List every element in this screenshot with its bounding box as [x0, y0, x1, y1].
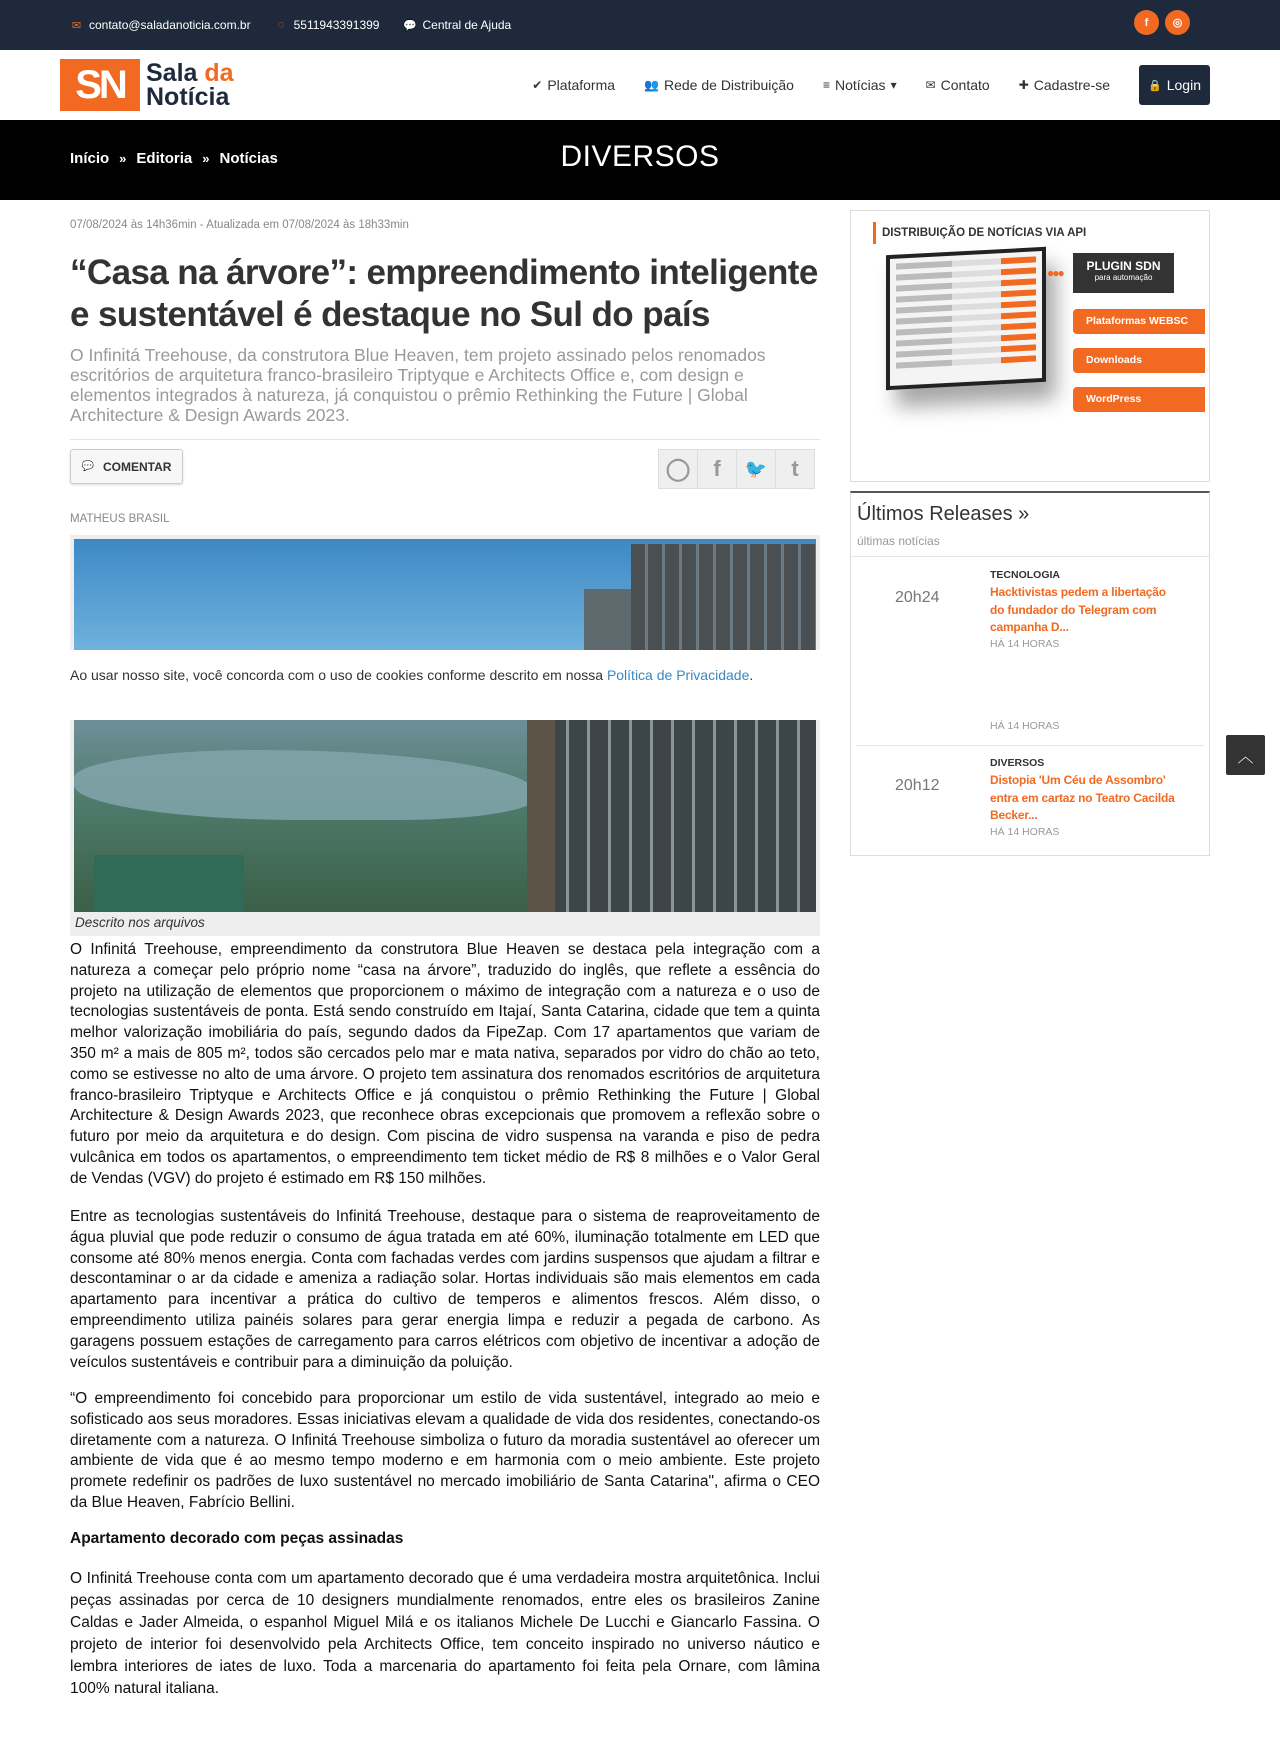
release-headline[interactable]: Hacktivistas pedem a libertação do fundador do Telegram com campanha D...	[990, 585, 1166, 634]
photo-bay	[74, 750, 534, 820]
photo-building	[631, 544, 816, 650]
release-category: DIVERSOS	[990, 757, 1045, 769]
ad-plugin-title: PLUGIN SDN	[1086, 259, 1161, 273]
article-photo-lower	[70, 720, 820, 936]
ad-pill-wordpress: WordPress	[1073, 387, 1205, 412]
logo-mark: SN	[60, 59, 140, 111]
contact-phone[interactable]	[275, 18, 380, 32]
privacy-policy-link[interactable]: Política de Privacidade	[606, 667, 750, 683]
contact-phone-text: 5511943391399	[293, 18, 380, 32]
whatsapp-icon[interactable]: ◯	[658, 449, 698, 489]
release-time: 20h24	[895, 589, 940, 606]
cookie-text: Ao usar nosso site, você concorda com o uso de cookies conforme descrito em nossa	[70, 667, 607, 683]
release-item[interactable]	[851, 754, 1209, 844]
article-photo-image	[74, 539, 816, 650]
ad-plugin-subtitle: para automação	[1094, 273, 1153, 282]
comment-label: COMENTAR	[103, 459, 172, 474]
logo-word-da: da	[204, 59, 234, 87]
nav-contato-label: Contato	[940, 77, 990, 93]
envelope-icon: ✉	[925, 78, 936, 92]
release-time: 20h12	[895, 777, 940, 794]
rss-icon: ≡	[822, 78, 830, 92]
nav-cadastre-label: Cadastre-se	[1033, 77, 1111, 93]
logo-text	[146, 61, 234, 109]
article-paragraph: O Infinitá Treehouse conta com um apartamento decorado que é uma verdadeira mostra arquitetônica. Inclui peças assinadas por cerca de 10 designers mundialmente renomados, entre eles os brasileiros Zanine Caldas e Jader Almeida, o espanhol Miguel Milá e os italianos Michele De Lucchi e Giancarlo Fassina. O projeto de interior foi desenvolvido pela Architects Office, tem conceito inspirado no universo náutico e lembra interiores de iates de luxo. Toda a marcenaria do apartamento foi feita pela Ornare, com lâmina 100% natural italiana.	[70, 1570, 820, 1697]
nav-contato[interactable]	[926, 77, 990, 93]
main-navbar	[0, 50, 1280, 120]
breadcrumb-separator-icon: »	[119, 151, 127, 166]
back-to-top-button[interactable]	[1226, 735, 1265, 775]
section-title: DIVERSOS	[560, 140, 720, 173]
breadcrumb	[70, 150, 278, 167]
divider	[851, 556, 1209, 557]
photo-tower	[527, 720, 816, 912]
divider	[856, 745, 1204, 746]
releases-title[interactable]: Últimos Releases »	[857, 503, 1030, 525]
site-logo[interactable]	[60, 59, 234, 111]
release-item[interactable]	[851, 720, 1209, 740]
ad-title: DISTRIBUIÇÃO DE NOTÍCIAS VIA API	[873, 222, 1086, 244]
whatsapp-icon: ◌	[277, 19, 285, 31]
contact-email-text: contato@saladanoticia.com.br	[89, 18, 251, 32]
article-lead: O Infinitá Treehouse, da construtora Blue Heaven, tem projeto assinado pelos renomados escritórios de arquitetura franco-brasileiro Triptyque e Architects Office e, com design e elementos integrados à natureza, já conquistou o prêmio Rethinking the Future | Global Architecture & Design Awards 2023.	[70, 345, 766, 425]
cookie-text-end: .	[749, 667, 754, 683]
envelope-icon: ✉	[71, 19, 82, 32]
top-contact-bar	[0, 0, 1280, 50]
contact-email[interactable]	[70, 18, 251, 32]
instagram-icon[interactable]: ◎	[1165, 10, 1190, 35]
lock-icon: 🔒	[1148, 79, 1162, 92]
ad-screen-mockup	[886, 247, 1046, 390]
photo-sports-court	[94, 855, 244, 912]
release-age: HÁ 14 HORAS	[990, 826, 1060, 838]
breadcrumb-noticias[interactable]: Notícias	[219, 150, 278, 167]
twitter-icon[interactable]: 🐦	[736, 449, 776, 489]
article-author: MATHEUS BRASIL	[70, 513, 170, 525]
nav-noticias-dropdown[interactable]	[823, 77, 897, 93]
releases-subtitle: últimas notícias	[857, 534, 940, 548]
photo-tower-edge	[527, 720, 555, 912]
ad-pill-plataformas: Plataformas WEBSC	[1073, 309, 1205, 334]
ad-plugin-badge	[1073, 253, 1174, 293]
logo-word-noticia: Notícia	[146, 83, 230, 111]
contact-help-text: Central de Ajuda	[422, 18, 512, 32]
nav-noticias-label: Notícias	[834, 77, 886, 93]
breadcrumb-inicio[interactable]: Início	[70, 150, 110, 167]
nav-rede-label: Rede de Distribuição	[664, 77, 794, 93]
breadcrumb-editoria[interactable]: Editoria	[136, 150, 193, 167]
facebook-icon[interactable]: f	[697, 449, 737, 489]
divider	[70, 439, 820, 440]
release-headline[interactable]: Distopia 'Um Céu de Assombro' entra em cartaz no Teatro Cacilda Becker...	[990, 773, 1175, 822]
article-dateline: 07/08/2024 às 14h36min - Atualizada em 07/08/2024 às 18h33min	[70, 219, 409, 231]
cookie-message	[70, 667, 753, 683]
facebook-icon[interactable]: f	[1134, 10, 1159, 35]
api-banner-ad[interactable]	[850, 210, 1210, 482]
article-title: “Casa na árvore”: empreendimento inteligente e sustentável é destaque no Sul do país	[70, 253, 818, 334]
comments-icon: 💬	[403, 19, 417, 32]
tumblr-icon[interactable]: t	[775, 449, 815, 489]
contact-list	[70, 0, 511, 50]
plus-icon: ✚	[1018, 78, 1029, 92]
release-age: HÁ 14 HORAS	[990, 720, 1060, 732]
latest-releases-panel	[850, 491, 1210, 856]
users-icon: 👥	[644, 78, 659, 92]
social-links	[1134, 10, 1190, 35]
share-buttons	[659, 449, 815, 489]
article-photo-image-lower	[74, 720, 816, 912]
photo-caption: Descrito nos arquivos	[75, 915, 205, 930]
login-label: Login	[1166, 77, 1201, 93]
ad-pill-downloads: Downloads	[1073, 348, 1205, 373]
article-photo	[70, 535, 820, 650]
caret-down-icon: ▾	[890, 78, 897, 92]
nav-plataforma[interactable]	[532, 77, 615, 93]
release-item[interactable]	[851, 566, 1209, 656]
contact-help[interactable]	[403, 18, 511, 32]
nav-menu	[532, 65, 1210, 105]
release-category: TECNOLOGIA	[990, 569, 1060, 581]
ad-dots: ●●●	[1047, 266, 1063, 280]
nav-plataforma-label: Plataforma	[547, 77, 616, 93]
article-subheading: Apartamento decorado com peças assinadas	[70, 1530, 404, 1547]
breadcrumb-separator-icon: »	[202, 151, 210, 166]
section-header	[0, 120, 1280, 200]
nav-cadastre-se[interactable]	[1019, 77, 1110, 93]
chevron-up-icon: ︿	[1237, 748, 1254, 766]
article-paragraph: O Infinitá Treehouse, empreendimento da construtora Blue Heaven se destaca pela integração com a natureza a começar pelo próprio nome “casa na árvore”, traduzido do inglês, que reflete a essência do projeto na utilização de elementos que proporcionem o máximo de integração com a natureza e o uso de tecnologias sustentáveis de ponta. Está sendo construído em Itajaí, Santa Catarina, cidade que tem a quinta melhor valorização imobiliária do país, segundo dados da FipeZap. Com 17 apartamentos que variam de 350 m² a mais de 805 m², todos são cercados pelo mar e mata nativa, separados por vidro do chão ao teto, como se estivesse no alto de uma árvore. O projeto tem assinatura dos renomados escritórios de arquitetura franco-brasileiro Triptyque e Architects Office e já conquistou o prêmio Rethinking the Future | Global Architecture & Design Awards 2023, que reconhece obras excepcionais que promovem a reflexão sobre o futuro por meio da arquitetura e do design. Com piscina de vidro suspensa na varanda e piso de pedra vulcânica em todos os apartamentos, o empreendimento tem ticket médio de R$ 8 milhões e o Valor Geral de Vendas (VGV) do projeto é estimado em R$ 150 milhões.	[70, 941, 820, 1187]
logo-word-sala: Sala	[146, 59, 198, 87]
comment-button[interactable]	[70, 449, 183, 484]
article-paragraph: Entre as tecnologias sustentáveis do Infinitá Treehouse, destaque para o sistema de reaproveitamento de água pluvial que pode reduzir o consumo de água tratada em até 60%, iluminação totalmente em LED que consome até 80% menos energia. Conta com fachadas verdes com jardins suspensos que ajudam a filtrar e descontaminar o ar da cidade e ameniza a radiação solar. Hortas individuais são mais elementos em cada apartamento para incentivar a prática do cultivo de temperos e alimentos frescos. Além disso, o empreendimento utiliza painéis solares para gerar energia limpa e reduzir a pegada de carbono. As garagens possuem estações de carregamento para carros elétricos com objetivo de incentivar a adoção de veículos sustentáveis e contribuir para a diminuição da poluição.	[70, 1208, 820, 1371]
article-paragraph: “O empreendimento foi concebido para proporcionar um estilo de vida sustentável, integrado ao meio e sofisticado aos seus moradores. Essas iniciativas elevam a qualidade de vida dos residentes, conectando-os diretamente com a natureza. O Infinitá Treehouse simboliza o futuro da moradia sustentável ao oferecer um ambiente de vida que é ao mesmo tempo moderno e em harmonia com o meio ambiente. Este projeto promete redefinir os padrões de luxo sustentável no mercado imobiliário de Santa Catarina", afirma o CEO da Blue Heaven, Fabrício Bellini.	[70, 1390, 820, 1511]
check-icon: ✔	[532, 78, 543, 92]
release-age: HÁ 14 HORAS	[990, 638, 1060, 650]
comment-icon: 💬	[81, 461, 94, 472]
nav-rede-distribuicao[interactable]	[644, 77, 794, 93]
login-button[interactable]	[1139, 65, 1210, 105]
